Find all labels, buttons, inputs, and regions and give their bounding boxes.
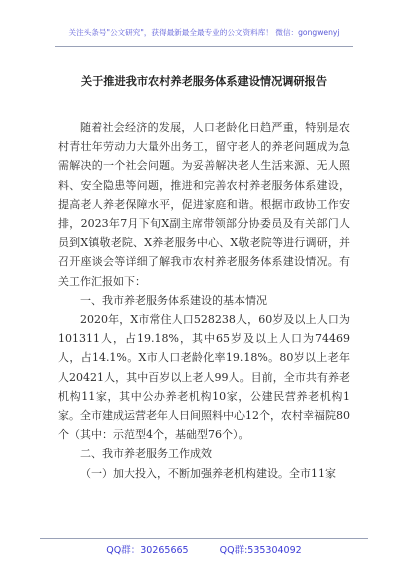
qq-group-2: QQ群:535304092 <box>219 545 302 556</box>
paragraph-basic-situation: 2020年，X市常住人口528238人，60岁及以上人口为101311人，占19.18%，其中65岁及以上人口为74469人，占14.1%。X市人口老龄化率19.18%。80岁以上老年人20421人，其中百岁以上老人99人。目前，全市共有养老机构11家，其中公办养老机构10家，公建民营养老机构1家。全市建成运营老年人日间照料中心12个，农村幸福院80个（其中：示范型4个，基础型76个）。 <box>58 313 350 442</box>
qq-group-1: QQ群：30265665 <box>106 545 189 556</box>
document-body <box>58 118 350 483</box>
section-heading-2: 二、我市养老服务工作成效 <box>80 447 212 461</box>
header-divider <box>55 46 353 47</box>
document-title: 关于推进我市农村养老服务体系建设情况调研报告 <box>80 74 328 88</box>
footer-contacts <box>0 542 408 556</box>
header-banner: 关注头条号"公文研究"，获得最新最全最专业的公文资料库！ 微信：gongwenyj <box>68 28 340 37</box>
subsection-heading-1: （一）加大投入，不断加强养老机构建设。全市11家 <box>80 466 336 480</box>
paragraph-intro: 随着社会经济的发展，人口老龄化日趋严重，特别是农村青壮年劳动力大量外出务工，留守老人的养老问题成为急需解决的一个社会问题。为妥善解决老人生活来源、无人照料、安全隐患等问题，推进和完善农村养老服务体系建设，提高老人养老保障水平，促进家庭和谐。根据市政协工作安排，2023年7月下旬X副主席带领部分协委员及有关部门人员到X镇敬老院、X养老服务中心、X敬老院等进行调研，并召开座谈会等详细了解我市农村养老服务体系建设情况。有关工作汇报如下： <box>58 121 350 288</box>
footer-divider <box>40 538 368 539</box>
section-heading-1: 一、我市养老服务体系建设的基本情况 <box>80 293 267 307</box>
